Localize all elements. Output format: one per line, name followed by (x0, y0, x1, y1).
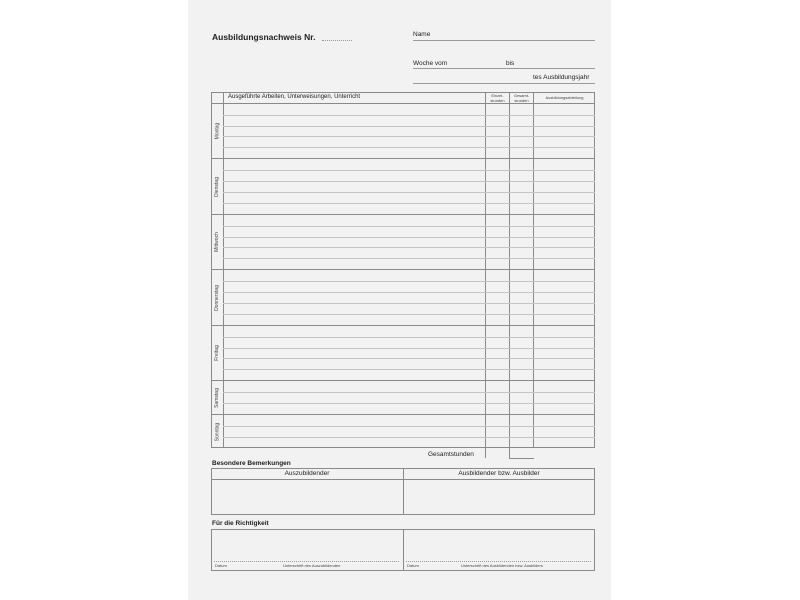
day-label-mittwoch: Mittwoch (214, 232, 221, 252)
day-label-dienstag: Dienstag (214, 176, 221, 197)
week-from-label: Woche vom (413, 60, 448, 67)
total-hours-label: Gesamtstunden (428, 451, 474, 458)
table-row-line[interactable] (223, 426, 595, 427)
table-row-line[interactable] (223, 303, 595, 304)
table-row-line[interactable] (223, 181, 595, 182)
signature-line-trainee[interactable] (214, 561, 399, 562)
training-year-label: tes Ausbildungsjahr (533, 74, 590, 81)
table-row-line[interactable] (223, 314, 595, 315)
table-row-line[interactable] (223, 136, 595, 137)
table-row-line[interactable] (223, 170, 595, 171)
table-row-line[interactable] (223, 437, 595, 438)
remarks-trainee-field[interactable] (212, 480, 402, 514)
day-separator (211, 269, 595, 270)
table-row-line[interactable] (223, 281, 595, 282)
signature-label-trainer: Unterschrift des Ausbildenden bzw. Ausbilders (461, 563, 543, 568)
col-header-single-hours: Einzel- stunden (490, 93, 505, 103)
name-field-line[interactable] (413, 40, 595, 41)
date-label-trainer: Datum (407, 563, 419, 568)
week-field-line[interactable] (413, 68, 595, 69)
table-row-line[interactable] (223, 226, 595, 227)
table-row-line[interactable] (223, 126, 595, 127)
signature-label-trainee: Unterschrift des Auszubildenden (283, 563, 341, 568)
day-column-divider (223, 92, 224, 448)
table-row-line[interactable] (223, 115, 595, 116)
signature-line-trainer[interactable] (406, 561, 591, 562)
training-year-line[interactable] (413, 83, 595, 84)
day-separator (211, 380, 595, 381)
form-title: Ausbildungsnachweis Nr. (212, 32, 316, 42)
day-separator (211, 414, 595, 415)
confirmation-title: Für die Richtigkeit (212, 520, 269, 527)
table-row-line[interactable] (223, 203, 595, 204)
day-label-freitag: Freitag (214, 345, 220, 361)
remarks-title: Besondere Bemerkungen (212, 460, 291, 467)
day-label-sonntag: Sonntag (214, 422, 221, 441)
table-row-line[interactable] (223, 403, 595, 404)
table-row-line[interactable] (223, 348, 595, 349)
table-row-line[interactable] (223, 392, 595, 393)
remarks-trainee-label: Auszubildender (284, 470, 330, 477)
name-label: Name (413, 31, 431, 38)
day-separator (211, 214, 595, 215)
table-row-line[interactable] (223, 258, 595, 259)
table-row-line[interactable] (223, 369, 595, 370)
day-label-montag: Montag (214, 122, 220, 140)
department-divider (533, 92, 534, 448)
day-label-samstag: Samstag (214, 387, 221, 408)
date-label-trainee: Datum (215, 563, 227, 568)
col-header-total-hours: Gesamt- stunden (513, 93, 530, 103)
table-row-line[interactable] (223, 147, 595, 148)
total-hours-box-bottom[interactable] (509, 458, 534, 459)
table-row-line[interactable] (223, 237, 595, 238)
day-label-donnerstag: Donnerstag (214, 284, 221, 311)
weekly-table (211, 92, 595, 448)
day-separator (211, 325, 595, 326)
remarks-trainer-label: Ausbildender bzw. Ausbilder (458, 470, 540, 477)
remarks-trainer-field[interactable] (404, 480, 594, 514)
col-header-department: Ausbildungsabteilung (545, 95, 584, 100)
col-header-work: Ausgeführte Arbeiten, Unterweisungen, Unterricht (228, 94, 361, 100)
week-to-label: bis (506, 60, 515, 67)
table-row-line[interactable] (223, 192, 595, 193)
header-row-line (211, 103, 595, 104)
day-separator (211, 158, 595, 159)
table-row-line[interactable] (223, 247, 595, 248)
table-row-line[interactable] (223, 292, 595, 293)
report-number-line[interactable] (322, 40, 352, 41)
table-row-line[interactable] (223, 358, 595, 359)
confirmation-divider (403, 529, 404, 571)
table-row-line[interactable] (223, 337, 595, 338)
